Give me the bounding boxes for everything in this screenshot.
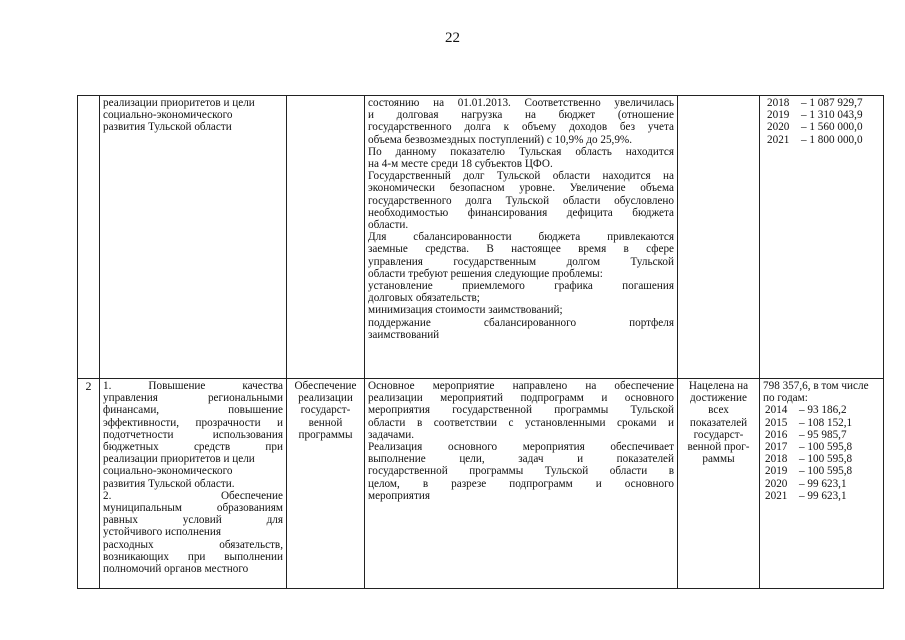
text-line: заемные средства. В настоящее время в сфере xyxy=(368,243,674,256)
funding-total: 798 357,6, в том числе по годам: xyxy=(763,380,869,405)
funding-year-row xyxy=(765,134,880,146)
text-line: установление приемлемого графика погашения xyxy=(368,280,674,293)
text-line: социально-экономического xyxy=(103,109,233,122)
text-line: расходных обязательств, xyxy=(103,538,283,551)
text-line: государственной программы Тульской области в xyxy=(368,465,674,478)
text-line: бюджетных средств при xyxy=(103,441,283,454)
funding-year-row xyxy=(765,121,880,133)
text-line: программы xyxy=(298,428,353,441)
funding-cell xyxy=(760,96,884,379)
text-line: Основное мероприятие направлено на обеспечение xyxy=(368,380,674,392)
text-line: По данному показателю Тульская область находится xyxy=(368,145,674,158)
text-line: государственного долга к объему доходов без учета xyxy=(368,121,674,134)
text-line: целом, в разрезе подпрограмм и основного xyxy=(368,477,674,490)
text-line: подотчетности использования xyxy=(103,428,283,441)
funding-value: – 1 087 929,7 xyxy=(801,97,863,109)
table-row xyxy=(78,96,884,379)
text-line: финансами, повышение xyxy=(103,404,283,417)
text-line: полномочий органов местного xyxy=(103,563,249,576)
text-line: Для сбалансированности бюджета привлекаются xyxy=(368,231,674,244)
funding-year: 2020 xyxy=(765,477,788,490)
funding-value: – 95 985,7 xyxy=(799,428,847,441)
target-cell xyxy=(678,379,760,589)
text-line: венной xyxy=(308,416,343,429)
text-line: возникающих при выполнении xyxy=(103,550,283,563)
text-line: Нацелена на xyxy=(688,380,749,392)
page-number: 22 xyxy=(445,30,460,46)
funding-year: 2021 xyxy=(767,133,790,146)
text-line: управления государственным долгом Тульской xyxy=(368,255,674,268)
funding-year-row xyxy=(763,429,880,441)
text-line: на 4-м месте среди 18 субъектов ЦФО. xyxy=(368,158,553,171)
text-line: устойчивого исполнения xyxy=(103,526,222,539)
direction-cell xyxy=(287,379,365,589)
text-line: мероприятия государственной программы Тульской xyxy=(368,404,674,417)
funding-value: – 99 623,1 xyxy=(799,489,847,502)
text-line: состоянию на 01.01.2013. Соответственно увеличилась xyxy=(368,97,674,109)
funding-year-row xyxy=(763,417,880,429)
text-line: выполнение цели, задач и показателей xyxy=(368,453,674,466)
text-line: раммы xyxy=(702,453,735,466)
text-line: области в соответствии с установленными сроками и xyxy=(368,416,674,429)
target-cell xyxy=(678,96,760,379)
description-cell xyxy=(365,96,678,379)
funding-year-row xyxy=(763,490,880,502)
funding-year: 2016 xyxy=(765,428,788,441)
goal-cell xyxy=(100,379,287,589)
text-line: венной прог- xyxy=(687,441,750,454)
funding-value: – 93 186,2 xyxy=(799,404,847,417)
text-line: развития Тульской области. xyxy=(103,477,235,490)
funding-year: 2014 xyxy=(765,404,788,417)
text-line: реализации мероприятий подпрограмм и основного xyxy=(368,392,674,405)
text-line: показателей xyxy=(689,416,748,429)
text-line: Реализация основного мероприятия обеспечивает xyxy=(368,441,674,454)
funding-value: – 99 623,1 xyxy=(799,477,847,490)
funding-value: – 100 595,8 xyxy=(799,465,853,478)
funding-year: 2020 xyxy=(767,121,790,134)
text-line: всех xyxy=(708,404,729,417)
text-line: реализации приоритетов и цели xyxy=(103,453,255,466)
funding-year: 2018 xyxy=(767,97,790,109)
funding-year: 2018 xyxy=(765,453,788,466)
funding-value: – 100 595,8 xyxy=(799,453,853,466)
text-line: минимизация стоимости заимствований; xyxy=(368,304,563,317)
funding-year-row xyxy=(765,97,880,109)
text-line: 2. Обеспечение xyxy=(103,489,283,502)
text-line: 1. Повышение качества xyxy=(103,380,283,392)
text-line: развития Тульской области xyxy=(103,121,232,134)
funding-year-row xyxy=(763,453,880,465)
funding-year-row xyxy=(763,441,880,453)
text-line: реализации xyxy=(298,392,353,405)
text-line: долговых обязательств; xyxy=(368,292,480,305)
funding-year: 2015 xyxy=(765,416,788,429)
funding-value: – 1 310 043,9 xyxy=(801,109,863,122)
text-line: Обеспечение xyxy=(294,380,357,392)
text-line: управления региональными xyxy=(103,392,283,405)
text-line: объема безвозмездных поступлений) с 10,9% до 25,9%. xyxy=(368,133,633,146)
funding-year-row xyxy=(765,109,880,121)
text-line: эффективности, прозрачности и xyxy=(103,416,283,429)
funding-value: – 1 800 000,0 xyxy=(801,133,863,146)
text-line: реализации приоритетов и цели xyxy=(103,97,255,109)
text-line: государственного долга Тульской области обусловлено xyxy=(368,194,674,207)
text-line: государст- xyxy=(693,428,744,441)
program-table xyxy=(77,95,884,589)
row-number-cell xyxy=(78,96,100,379)
text-line: заимствований xyxy=(368,328,440,341)
funding-year-row xyxy=(763,478,880,490)
direction-cell xyxy=(287,96,365,379)
table-row xyxy=(78,379,884,589)
funding-year: 2017 xyxy=(765,441,788,454)
funding-cell xyxy=(760,379,884,589)
text-line: области. xyxy=(368,219,409,232)
text-line: области требуют решения следующие проблемы: xyxy=(368,267,603,280)
funding-value: – 108 152,1 xyxy=(799,416,853,429)
text-line: равных условий для xyxy=(103,514,283,527)
funding-year: 2019 xyxy=(765,465,788,478)
description-cell xyxy=(365,379,678,589)
funding-year: 2021 xyxy=(765,489,788,502)
funding-year-row xyxy=(763,465,880,477)
text-line: социально-экономического xyxy=(103,465,233,478)
text-line: необходимостью финансирования дефицита бюджета xyxy=(368,206,674,219)
text-line: поддержание сбалансированного портфеля xyxy=(368,316,674,329)
text-line: и долговая нагрузка на бюджет (отношение xyxy=(368,109,674,122)
row-number-cell: 2 xyxy=(78,379,100,589)
funding-value: – 100 595,8 xyxy=(799,441,853,454)
text-line: достижение xyxy=(690,392,747,405)
text-line: экономически безопасном уровне. Увеличение объема xyxy=(368,182,674,195)
text-line: мероприятия xyxy=(368,489,430,502)
text-line: муниципальным образованиям xyxy=(103,502,283,515)
goal-cell xyxy=(100,96,287,379)
text-line: Государственный долг Тульской области находится на xyxy=(368,170,674,183)
text-line: задачами. xyxy=(368,428,415,441)
funding-year: 2019 xyxy=(767,109,790,122)
funding-year-row xyxy=(763,404,880,416)
text-line: государст- xyxy=(300,404,351,417)
funding-value: – 1 560 000,0 xyxy=(801,121,863,134)
